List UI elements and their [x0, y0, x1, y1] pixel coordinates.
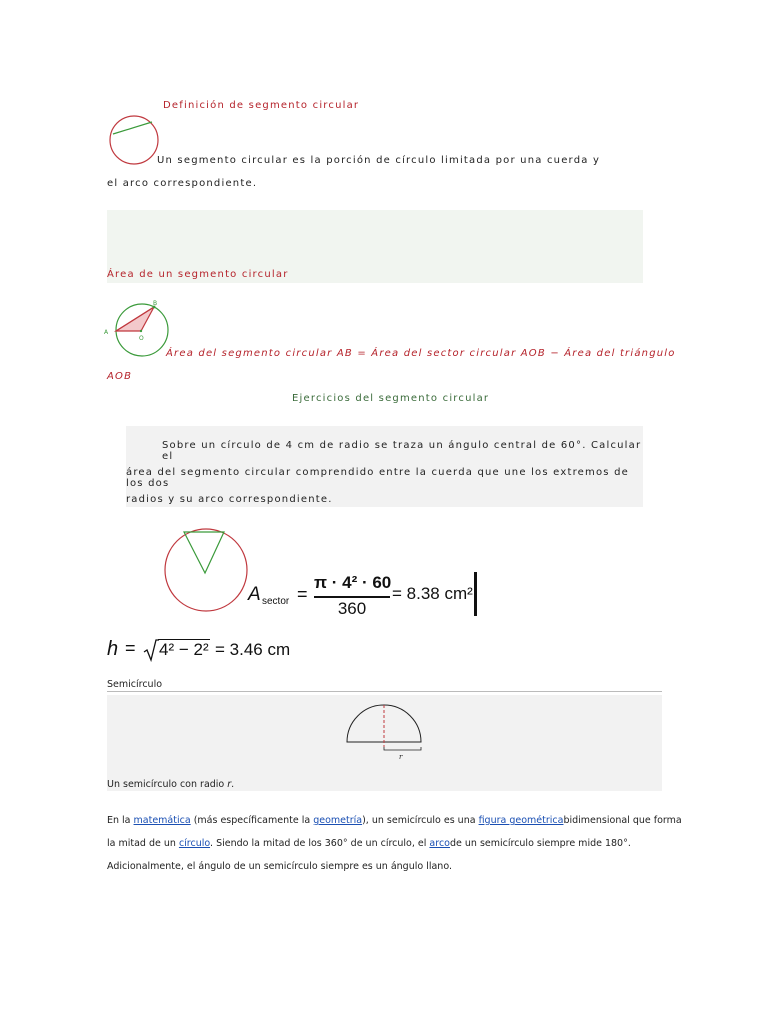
- radius-label: r: [399, 753, 403, 761]
- caption-suffix: .: [231, 779, 235, 790]
- sector-numerator: π · 4² · 60: [314, 573, 392, 592]
- exercise-circle-figure: [162, 526, 250, 616]
- problem-line-1: Sobre un círculo de 4 cm de radio se traza un ángulo central de 60°. Calcular el: [162, 440, 642, 462]
- problem-line-3: radios y su arco correspondiente.: [126, 494, 333, 505]
- definition-line-2: el arco correspondiente.: [107, 178, 258, 189]
- link-arco[interactable]: arco: [429, 838, 450, 849]
- label-o: O: [139, 335, 144, 342]
- caption-var: r: [227, 779, 232, 790]
- semicircle-figure: [345, 703, 423, 763]
- p2-text-b: . Siendo la mitad de los 360° de un círculo, el: [210, 838, 430, 849]
- heading-divider: [107, 691, 662, 692]
- p2-text-c: de un semicírculo siempre mide 180°.: [449, 838, 631, 849]
- p1-text-d: bidimensional que forma: [563, 815, 682, 826]
- sector-symbol: A: [248, 584, 261, 605]
- text-cursor: [474, 572, 477, 616]
- label-b: B: [153, 300, 158, 307]
- area-formula-line-1: Área del segmento circular AB = Área del sector circular AOB − Área del triángulo: [166, 348, 676, 359]
- p2-text-a: la mitad de un: [107, 838, 179, 849]
- paragraph-line-1: [107, 809, 682, 832]
- paragraph-line-3: Adicionalmente, el ángulo de un semicírculo siempre es un ángulo llano.: [107, 861, 452, 872]
- definition-line-1: Un segmento circular es la porción de círculo limitada por una cuerda y: [157, 155, 601, 166]
- sqrt-radicand: 4² − 2²: [159, 640, 209, 659]
- h-equals: =: [125, 638, 136, 658]
- area-segment-figure: [104, 298, 170, 362]
- sector-denominator: 360: [337, 599, 367, 618]
- section-title-area: Área de un segmento circular: [107, 269, 289, 280]
- height-formula: [107, 636, 307, 666]
- semicircle-heading: Semicírculo: [107, 679, 163, 690]
- sqrt-sign: [143, 638, 159, 662]
- p1-text-c: ), un semicírculo es una: [362, 815, 479, 826]
- label-a: A: [104, 329, 109, 336]
- link-circulo[interactable]: círculo: [178, 838, 211, 849]
- problem-box: [126, 426, 643, 507]
- link-matematica[interactable]: matemática: [133, 815, 191, 826]
- semicircle-caption: [107, 779, 234, 790]
- section-title-definicion: Definición de segmento circular: [163, 100, 360, 111]
- caption-prefix: Un semicírculo con radio: [107, 779, 228, 790]
- semicircle-figure-box: [107, 695, 662, 791]
- p1-text-b: (más específicamente la: [190, 815, 314, 826]
- problem-line-2: área del segmento circular comprendido entre la cuerda que une los extremos de los dos: [126, 467, 629, 489]
- semicircle-paragraph: [107, 809, 682, 878]
- section-title-ejercicios: Ejercicios del segmento circular: [292, 393, 490, 404]
- paragraph-line-2: [107, 832, 667, 855]
- fraction-bar: [314, 596, 390, 598]
- h-symbol: h: [107, 638, 119, 660]
- link-figura-geometrica[interactable]: figura geométrica: [478, 815, 564, 826]
- sector-subscript: sector: [262, 596, 290, 607]
- sector-equals: =: [297, 584, 308, 604]
- link-geometria[interactable]: geometría: [313, 815, 363, 826]
- sector-result: = 8.38 cm²: [392, 584, 473, 603]
- area-formula-line-2: AOB: [107, 371, 133, 382]
- p1-text-a: En la: [107, 815, 134, 826]
- h-result: = 3.46 cm: [215, 640, 291, 659]
- sector-formula: [248, 570, 480, 620]
- segment-circle-figure: [108, 114, 160, 166]
